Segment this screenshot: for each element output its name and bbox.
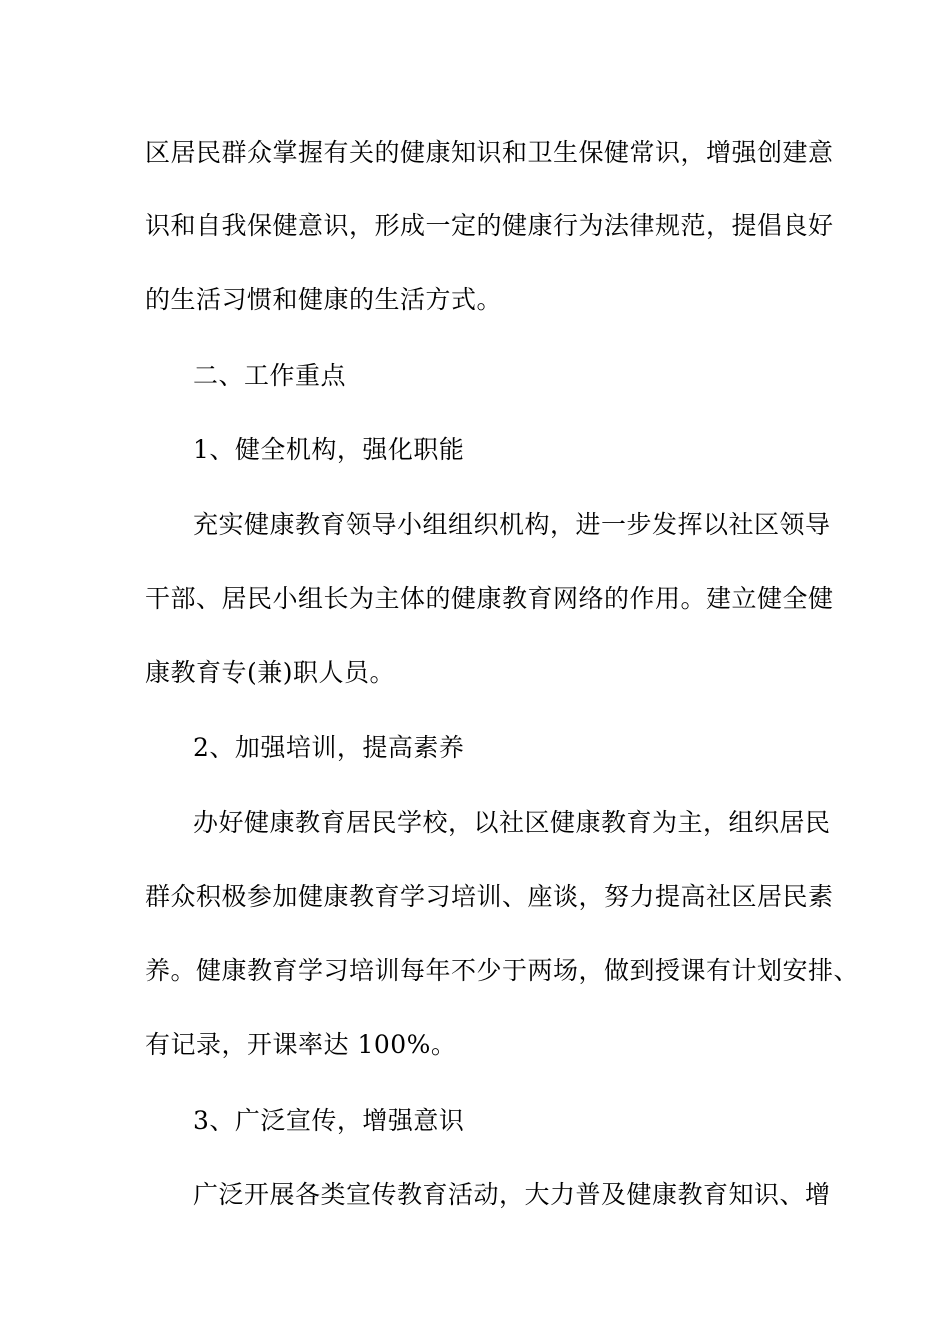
paragraph-line: 的生活习惯和健康的生活方式。 [145,285,503,314]
paragraph-line: 办好健康教育居民学校，以社区健康教育为主，组织居民 [193,808,831,837]
paragraph-line: 区居民群众掌握有关的健康知识和卫生保健常识，增强创建意 [145,138,834,167]
paragraph-line: 有记录，开课率达 100%。 [145,1030,457,1059]
paragraph-line: 群众积极参加健康教育学习培训、座谈，努力提高社区居民素 [145,882,834,911]
paragraph-line: 识和自我保健意识，形成一定的健康行为法律规范，提倡良好 [145,211,834,240]
subsection-heading: 2、加强培训，提高素养 [193,733,465,762]
paragraph-line: 广泛开展各类宣传教育活动，大力普及健康教育知识、增 [193,1180,831,1209]
paragraph-line: 充实健康教育领导小组组织机构，进一步发挥以社区领导 [193,510,831,539]
subsection-heading: 3、广泛宣传，增强意识 [193,1106,465,1135]
subsection-heading: 1、健全机构，强化职能 [193,435,465,464]
paragraph-line: 养。健康教育学习培训每年不少于两场，做到授课有计划安排、 [145,956,860,985]
section-heading: 二、工作重点 [193,361,347,390]
paragraph-line: 干部、居民小组长为主体的健康教育网络的作用。建立健全健 [145,584,834,613]
paragraph-line: 康教育专(兼)职人员。 [145,658,396,687]
